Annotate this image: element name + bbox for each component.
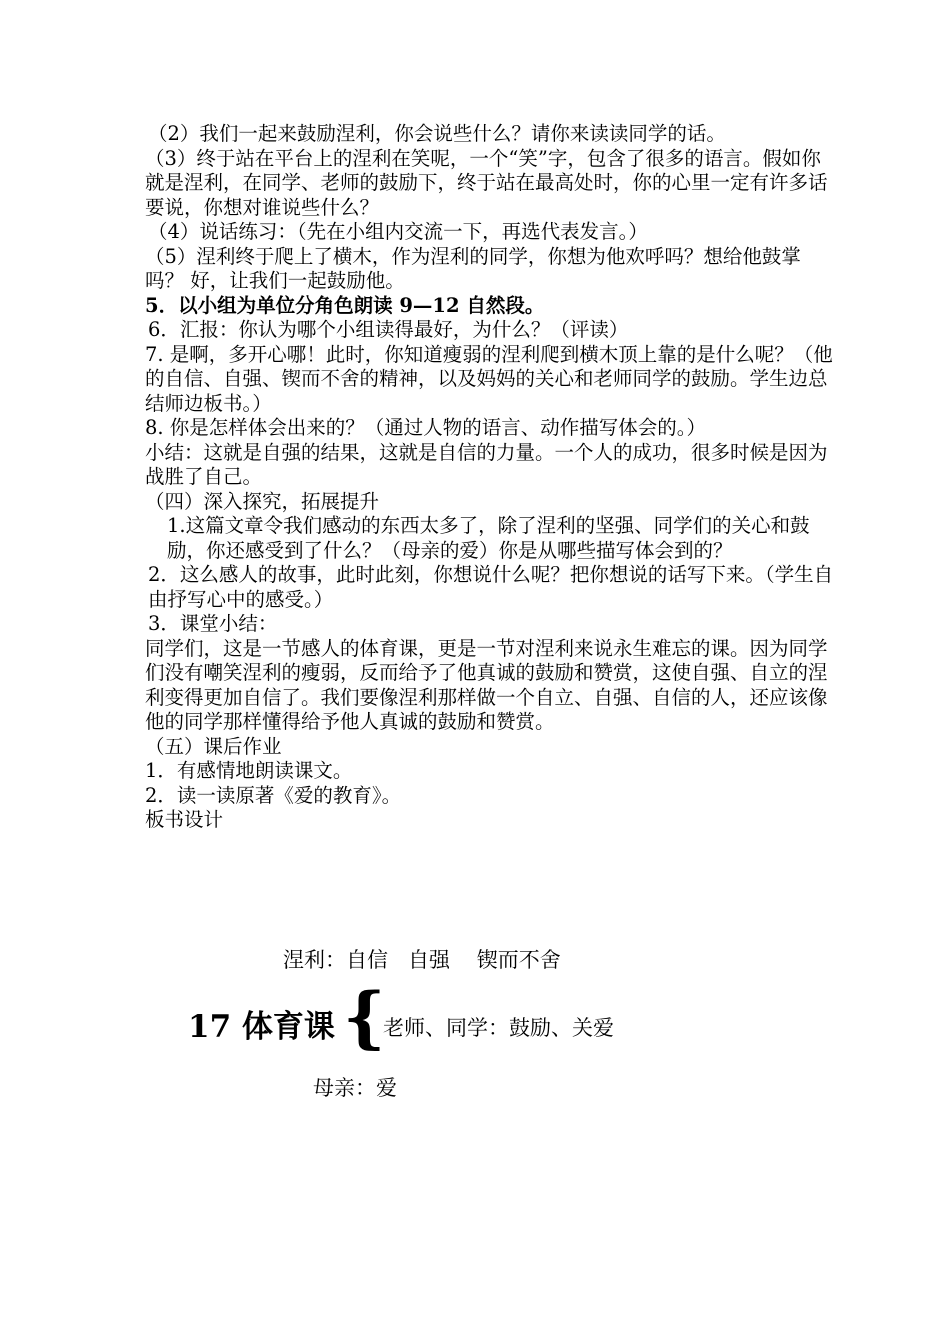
section-heading: （四）深入探究，拓展提升 — [145, 489, 380, 513]
board-line-mother: 母亲：爱 — [313, 1076, 397, 1100]
paragraph: （5）涅利终于爬上了横木，作为涅利的同学，你想为他欢呼吗？想给他鼓掌吗？ 好，让我们一起鼓励他。 — [145, 244, 801, 292]
section-heading: （五）课后作业 — [145, 734, 282, 758]
paragraph: 8. 你是怎样体会出来的？（通过人物的语言、动作描写体会的。） — [145, 416, 707, 439]
paragraph: （3）终于站在平台上的涅利在笑呢，一个“笑”字，包含了很多的语言。假如你就是涅利，在同学、老师的鼓励下，终于站在最高处时，你的心里一定有许多话要说，你想对谁说些什么？ — [145, 146, 828, 219]
paragraph: 同学们，这是一节感人的体育课，更是一节对涅利来说永生难忘的课。因为同学们没有嘲笑涅利的瘦弱，反而给予了他真诚的鼓励和赞赏，这使自强、自立的涅利变得更加自信了。我们要像涅利那样做一个自立、自强、自信的人，还应该像他的同学那样懂得给予他人真诚的鼓励和赞赏。 — [145, 636, 828, 733]
paragraph: 2．这么感人的故事，此时此刻，你想说什么呢？把你想说的话写下来。（学生自由抒写心中的感受。） — [148, 563, 834, 611]
homework-item: 1．有感情地朗读课文。 — [145, 759, 353, 782]
board-design-heading: 板书设计 — [145, 808, 224, 831]
paragraph: 6．汇报：你认为哪个小组读得最好，为什么？（评读） — [148, 318, 629, 341]
homework-item: 2．读一读原著《爱的教育》。 — [145, 783, 402, 807]
paragraph: （2）我们一起来鼓励涅利，你会说些什么？请你来读读同学的话。 — [148, 122, 726, 145]
paragraph: 7. 是啊，多开心哪！此时，你知道瘦弱的涅利爬到横木顶上靠的是什么呢？（他的自信、自强、锲而不舍的精神，以及妈妈的关心和老师同学的鼓励。学生边总结师边板书。） — [145, 342, 833, 415]
paragraph: 1.这篇文章令我们感动的东西太多了，除了涅利的坚强、同学们的关心和鼓励，你还感受到了什么？（母亲的爱）你是从哪些描写体会到的？ — [167, 514, 810, 562]
paragraph: 5．以小组为单位分角色朗读 9—12 自然段。 — [145, 293, 545, 317]
paragraph: 3．课堂小结： — [148, 612, 278, 635]
paragraph: （4）说话练习：（先在小组内交流一下，再选代表发言。） — [148, 220, 648, 243]
board-line-nieli: 涅利：自信 自强 锲而不舍 — [283, 948, 561, 972]
brace-icon: { — [343, 978, 386, 1056]
board-title: 17 体育课 — [188, 1009, 335, 1045]
summary-paragraph: 小结：这就是自强的结果，这就是自信的力量。一个人的成功，很多时候是因为战胜了自己。 — [145, 440, 828, 488]
board-line-teachers: 老师、同学：鼓励、关爱 — [383, 1016, 614, 1040]
